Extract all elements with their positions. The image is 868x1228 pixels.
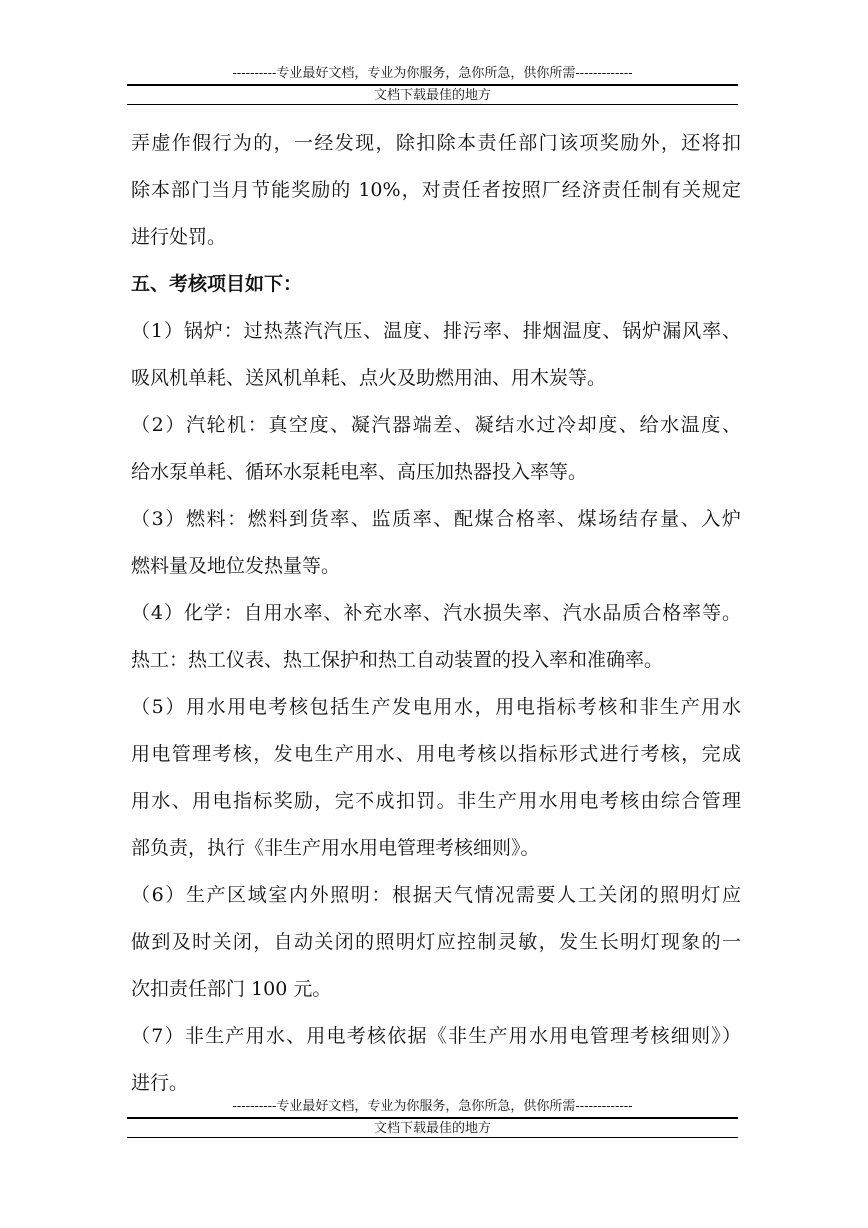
paragraph-line: 除本部门当月节能奖励的 10%，对责任者按照厂经济责任制有关规定 xyxy=(131,179,741,201)
paragraph-line: （5）用水用电考核包括生产发电用水，用电指标考核和非生产用水 xyxy=(131,696,741,718)
paragraph-line: 部负责，执行《非生产用水用电管理考核细则》。 xyxy=(131,837,540,859)
paragraph-line: 弄虚作假行为的，一经发现，除扣除本责任部门该项奖励外，还将扣 xyxy=(131,132,741,154)
paragraph-line: 燃料量及地位发热量等。 xyxy=(131,555,341,577)
paragraph-line: （2）汽轮机：真空度、凝汽器端差、凝结水过冷却度、给水温度、 xyxy=(131,414,741,436)
footer-subtitle: 文档下载最佳的地方 xyxy=(373,1121,491,1136)
footer-tagline: ----------专业最好文档，专业为你服务，急你所急，供你所需------------- xyxy=(232,1099,633,1114)
paragraph-line: （3）燃料：燃料到货率、监质率、配煤合格率、煤场结存量、入炉 xyxy=(131,508,741,530)
paragraph-line: （4）化学：自用水率、补充水率、汽水损失率、汽水品质合格率等。 xyxy=(131,602,741,624)
paragraph-line: 给水泵单耗、循环水泵耗电率、高压加热器投入率等。 xyxy=(131,461,588,483)
header-subtitle: 文档下载最佳的地方 xyxy=(373,88,491,103)
header-rule-bottom xyxy=(127,104,738,105)
paragraph-line: 进行处罚。 xyxy=(131,226,227,248)
paragraph-line: 吸风机单耗、送风机单耗、点火及助燃用油、用木炭等。 xyxy=(131,367,607,389)
paragraph-line: 用电管理考核，发电生产用水、用电考核以指标形式进行考核，完成 xyxy=(131,743,741,765)
paragraph-line: （7）非生产用水、用电考核依据《非生产用水用电管理考核细则》） xyxy=(131,1025,741,1047)
paragraph-line: 次扣责任部门 100 元。 xyxy=(131,978,332,1000)
paragraph-line: 做到及时关闭，自动关闭的照明灯应控制灵敏，发生长明灯现象的一 xyxy=(131,931,741,953)
paragraph-line: （6）生产区域室内外照明：根据天气情况需要人工关闭的照明灯应 xyxy=(131,884,741,906)
body-text xyxy=(131,123,741,1110)
paragraph-line: （1）锅炉：过热蒸汽汽压、温度、排污率、排烟温度、锅炉漏风率、 xyxy=(131,320,741,342)
footer-rule xyxy=(127,1117,738,1119)
footer-rule-bottom xyxy=(127,1137,738,1138)
page-footer xyxy=(127,1099,738,1138)
section-heading: 五、考核项目如下： xyxy=(131,273,303,295)
paragraph-line: 用水、用电指标奖励，完不成扣罚。非生产用水用电考核由综合管理 xyxy=(131,790,741,812)
header-tagline: ----------专业最好文档，专业为你服务，急你所急，供你所需------------- xyxy=(232,66,633,81)
paragraph-line: 进行。 xyxy=(131,1072,189,1094)
header-rule xyxy=(127,84,738,86)
page-header xyxy=(127,66,738,105)
paragraph-line: 热工：热工仪表、热工保护和热工自动装置的投入率和准确率。 xyxy=(131,649,664,671)
